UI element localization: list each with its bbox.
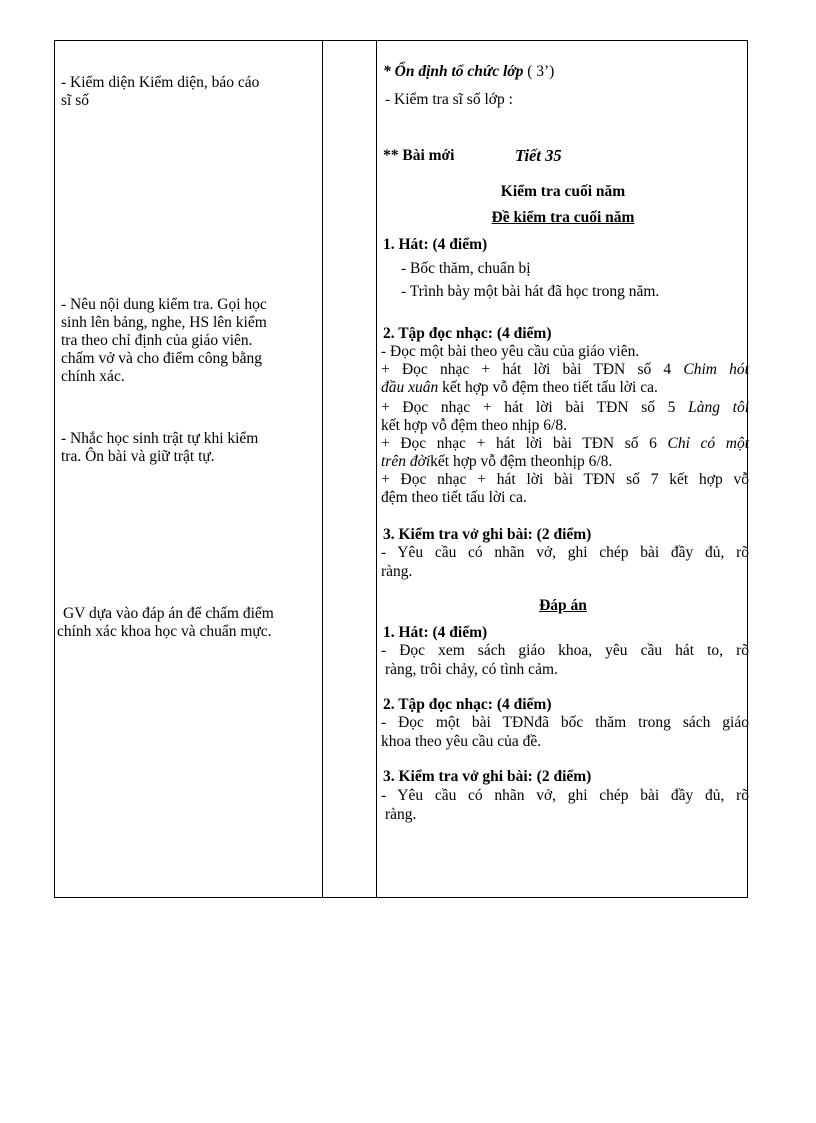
q1-item: - Bốc thăm, chuẩn bị: [401, 260, 531, 277]
org-time: ( 3’): [527, 63, 555, 80]
new-lesson-heading: ** Bài mới: [383, 147, 455, 164]
q2-item-a-line1: [381, 361, 749, 379]
q2-item-b-line2: kết hợp vỗ đệm theo nhịp 6/8.: [381, 417, 567, 434]
q2-item-c-text: kết hợp vỗ đệm theonhịp 6/8.: [430, 453, 613, 470]
a2-line2: khoa theo yêu cầu của đề.: [381, 733, 542, 750]
song-title: trên đời: [381, 453, 431, 470]
q2-item-a-line2: [381, 379, 658, 397]
a3-heading: 3. Kiểm tra vở ghi bài: (2 điểm): [383, 768, 592, 785]
note-attendance-line1: - Kiểm diện Kiểm diện, báo cáo: [61, 74, 260, 91]
note-content-line: tra theo chỉ định của giáo viên.: [61, 332, 253, 349]
note-grading-line: chính xác khoa học và chuẩn mực.: [57, 623, 272, 640]
note-content-line: chính xác.: [61, 368, 125, 385]
song-title: Chỉ có một: [667, 435, 750, 452]
a2-heading: 2. Tập đọc nhạc: (4 điểm): [383, 696, 552, 713]
a1-line1: - Đọc xem sách giáo khoa, yêu cầu hát to, rõ: [381, 642, 749, 659]
a1-heading: 1. Hát: (4 điểm): [383, 624, 488, 641]
song-title: Chim hót: [683, 361, 749, 378]
lesson-plan-table: [54, 40, 748, 898]
q2-intro: - Đọc một bài theo yêu cầu của giáo viên.: [381, 343, 640, 360]
note-content-line: sinh lên bảng, nghe, HS lên kiểm: [61, 314, 267, 331]
period-label: Tiết 35: [515, 146, 562, 165]
q2-item-a-text: kết hợp vỗ đệm theo tiết tấu lời ca.: [438, 379, 658, 396]
song-title: đầu xuân: [381, 379, 439, 396]
q2-item-c-text: + Đọc nhạc + hát lời bài TĐN số 6: [381, 435, 657, 452]
a3-line2: ràng.: [385, 806, 417, 823]
note-content-line: chấm vở và cho điểm công bằng: [61, 350, 263, 367]
exam-subtitle: Đề kiểm tra cuối năm: [491, 209, 635, 226]
a3-line1: - Yêu cầu có nhãn vở, ghi chép bài đầy đủ, rõ: [381, 787, 749, 804]
note-grading-line: GV dựa vào đáp án để chấm điểm: [63, 605, 274, 622]
q2-item-c-line1: [381, 435, 749, 453]
q2-item-d-line2: đệm theo tiết tấu lời ca.: [381, 489, 527, 506]
note-content-line: - Nêu nội dung kiểm tra. Gọi học: [61, 296, 267, 313]
q2-item-b-line1: [381, 399, 749, 417]
song-title: Làng tôi: [688, 399, 750, 416]
exam-title: Kiểm tra cuối năm: [500, 183, 626, 200]
org-heading-row: [383, 63, 554, 81]
a2-line1: - Đọc một bài TĐNđã bốc thăm trong sách giáo: [381, 714, 749, 731]
org-heading: * Ổn định tổ chức lớp: [383, 63, 524, 80]
attendance-check: - Kiểm tra sĩ số lớp :: [385, 91, 513, 108]
q3-line1: - Yêu cầu có nhãn vở, ghi chép bài đầy đủ, rõ: [381, 544, 749, 561]
a1-line2: ràng, trôi chảy, có tình cảm.: [385, 661, 558, 678]
answer-title: Đáp án: [539, 597, 587, 614]
note-order-line: - Nhắc học sinh trật tự khi kiểm: [61, 430, 259, 447]
q1-item: - Trình bày một bài hát đã học trong năm.: [401, 283, 660, 300]
note-attendance-line2: sĩ số: [61, 92, 89, 109]
q3-heading: 3. Kiểm tra vở ghi bài: (2 điểm): [383, 526, 592, 543]
q2-item-c-line2: [381, 453, 612, 471]
q2-item-d-line1: + Đọc nhạc + hát lời bài TĐN số 7 kết hợp vỗ: [381, 471, 749, 488]
note-order-line: tra. Ôn bài và giữ trật tự.: [61, 448, 215, 465]
q2-heading: 2. Tập đọc nhạc: (4 điểm): [383, 325, 552, 342]
lesson-content-column: [377, 41, 749, 897]
q2-item-a-text: + Đọc nhạc + hát lời bài TĐN số 4: [381, 361, 672, 378]
teacher-activity-column: [55, 41, 322, 897]
column-divider-1: [322, 41, 323, 897]
q1-heading: 1. Hát: (4 điểm): [383, 236, 488, 253]
q2-item-b-text: + Đọc nhạc + hát lời bài TĐN số 5: [381, 399, 676, 416]
q3-line2: ràng.: [381, 563, 413, 580]
